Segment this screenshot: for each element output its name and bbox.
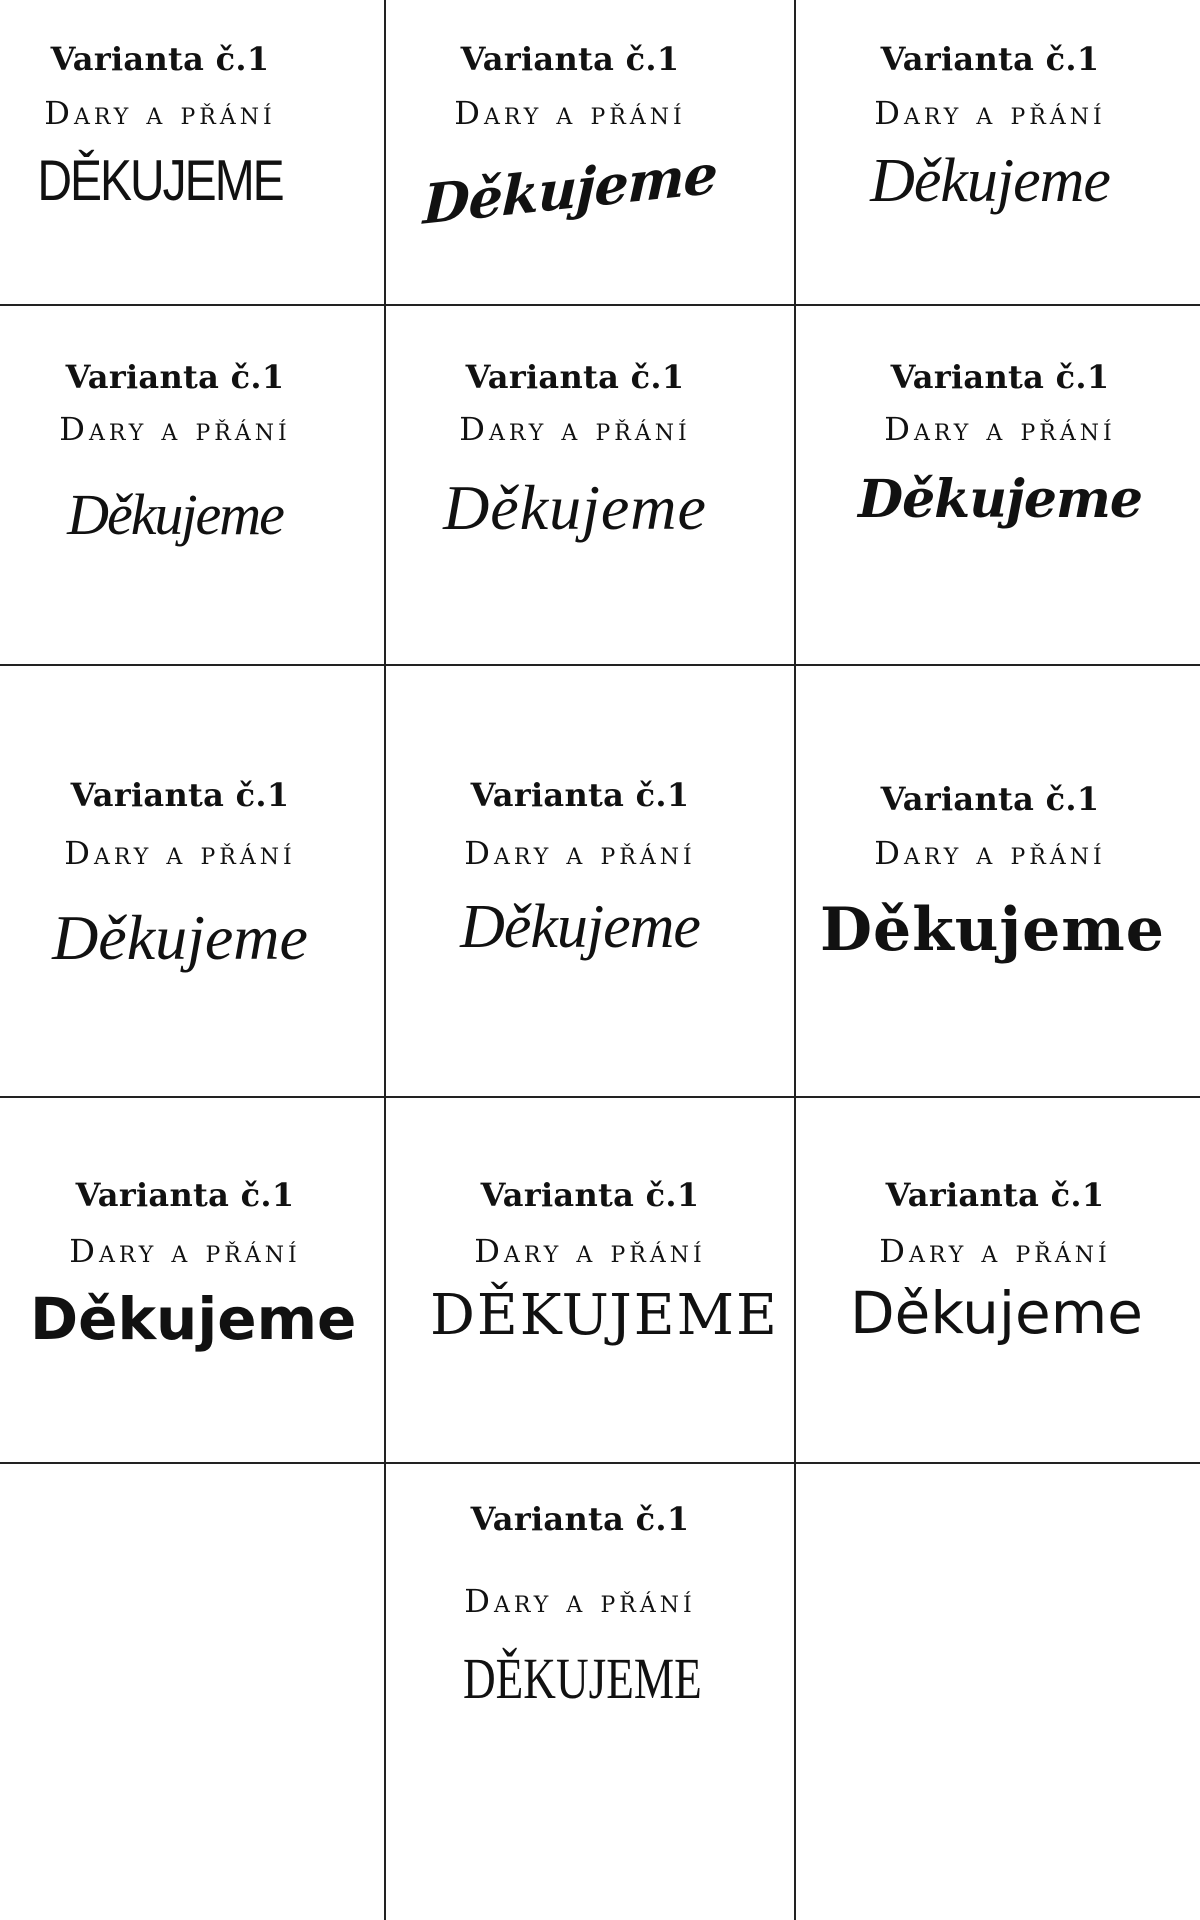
variant-label: Varianta č.1: [460, 40, 680, 78]
variant-label: Varianta č.1: [50, 40, 270, 78]
variant-label: Varianta č.1: [470, 776, 690, 814]
subtitle: Dary a přání: [884, 410, 1116, 448]
variant-card-6: [850, 358, 1150, 530]
thank-you-title: Děkujeme: [52, 902, 308, 973]
variant-label: Varianta č.1: [470, 1500, 690, 1538]
thank-you-title: Děkujeme: [443, 472, 707, 543]
thank-you-title: Děkujeme: [850, 1279, 1143, 1347]
subtitle: Dary a přání: [454, 94, 686, 132]
thank-you-title: Děkujeme: [30, 1285, 357, 1353]
variant-label: Varianta č.1: [885, 1176, 1105, 1214]
variant-card-10: [30, 1176, 357, 1353]
variant-card-4: [30, 358, 320, 547]
thank-you-title: DĚKUJEME: [463, 1646, 702, 1711]
variant-card-13: [430, 1500, 730, 1711]
variant-card-8: [420, 776, 740, 961]
variant-card-2: [420, 40, 720, 237]
variant-label: Varianta č.1: [480, 1176, 700, 1214]
subtitle: Dary a přání: [59, 410, 291, 448]
variant-card-3: [830, 40, 1150, 215]
variant-label: Varianta č.1: [880, 40, 1100, 78]
variant-label: Varianta č.1: [890, 358, 1110, 396]
subtitle: Dary a přání: [464, 834, 696, 872]
thank-you-title: Děkujeme: [67, 482, 283, 547]
variant-card-11: [430, 1176, 779, 1348]
subtitle: Dary a přání: [874, 834, 1106, 872]
variant-card-12: [850, 1176, 1143, 1347]
variant-label: Varianta č.1: [65, 358, 285, 396]
thank-you-title: Děkujeme: [460, 893, 700, 961]
variant-card-5: [410, 358, 740, 543]
variant-card-7: [30, 776, 330, 973]
thank-you-title: DĚKUJEME: [430, 1283, 779, 1348]
variant-card-9: [820, 780, 1165, 965]
subtitle: Dary a přání: [464, 1582, 696, 1620]
variant-label: Varianta č.1: [70, 776, 290, 814]
grid-line-horizontal: [0, 664, 1200, 666]
subtitle: Dary a přání: [44, 94, 276, 132]
grid-line-vertical: [384, 0, 386, 1920]
grid-line-horizontal: [0, 304, 1200, 306]
variant-label: Varianta č.1: [880, 780, 1100, 818]
subtitle: Dary a přání: [874, 94, 1106, 132]
thank-you-title: Děkujeme: [820, 895, 1165, 965]
thank-you-title: DĚKUJEME: [37, 149, 283, 214]
subtitle: Dary a přání: [459, 410, 691, 448]
thank-you-title: Děkujeme: [422, 141, 718, 237]
subtitle: Dary a přání: [474, 1232, 706, 1270]
variant-label: Varianta č.1: [465, 358, 685, 396]
grid-line-horizontal: [0, 1096, 1200, 1098]
variant-label: Varianta č.1: [75, 1176, 295, 1214]
thank-you-title: Děkujeme: [857, 469, 1143, 530]
grid-line-horizontal: [0, 1462, 1200, 1464]
subtitle: Dary a přání: [69, 1232, 301, 1270]
subtitle: Dary a přání: [64, 834, 296, 872]
subtitle: Dary a přání: [879, 1232, 1111, 1270]
variant-card-1: [0, 40, 320, 214]
thank-you-title: Děkujeme: [870, 147, 1110, 215]
grid-line-vertical: [794, 0, 796, 1920]
